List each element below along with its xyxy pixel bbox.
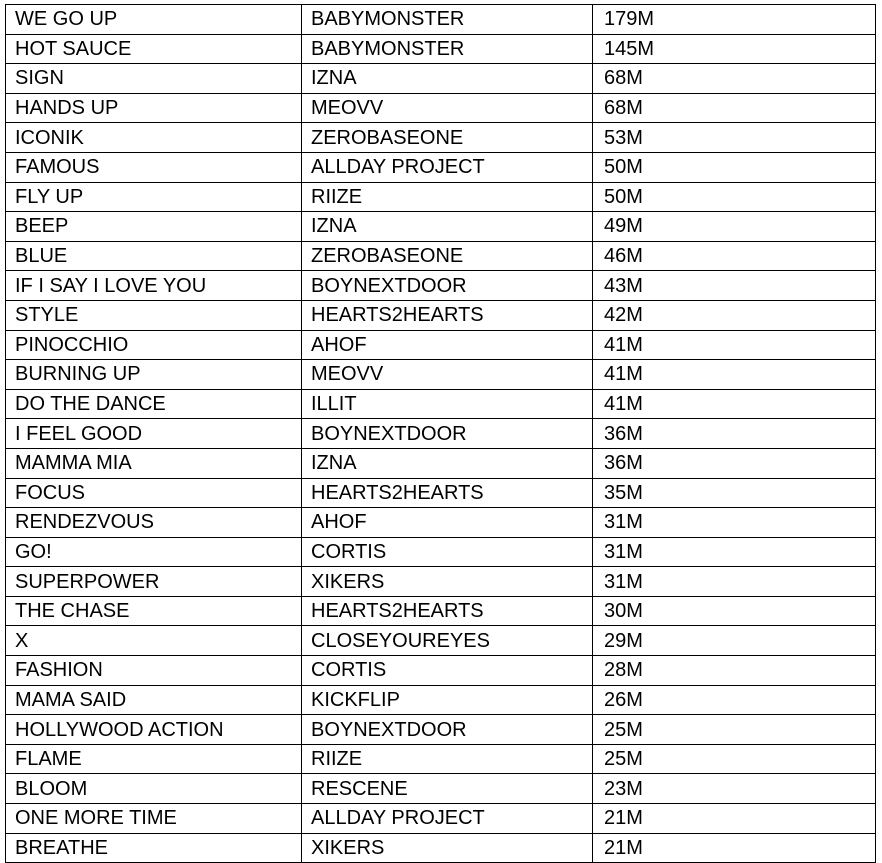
play-count-cell: 53M	[593, 123, 876, 153]
song-title-cell: IF I SAY I LOVE YOU	[6, 271, 302, 301]
play-count-cell: 68M	[593, 64, 876, 94]
table-row	[6, 271, 876, 301]
table-row	[6, 212, 876, 242]
table-row	[6, 34, 876, 64]
song-title-cell: THE CHASE	[6, 596, 302, 626]
play-count-cell: 21M	[593, 833, 876, 863]
play-count-cell: 50M	[593, 152, 876, 182]
play-count-cell: 29M	[593, 626, 876, 656]
table-row	[6, 330, 876, 360]
table-row	[6, 152, 876, 182]
artist-cell: BOYNEXTDOOR	[302, 419, 593, 449]
table-row	[6, 241, 876, 271]
table-row	[6, 123, 876, 153]
artist-cell: ALLDAY PROJECT	[302, 804, 593, 834]
song-title-cell: ONE MORE TIME	[6, 804, 302, 834]
song-title-cell: ICONIK	[6, 123, 302, 153]
artist-cell: BABYMONSTER	[302, 34, 593, 64]
table-row	[6, 448, 876, 478]
table-row	[6, 656, 876, 686]
song-table-container	[5, 4, 876, 863]
artist-cell: BOYNEXTDOOR	[302, 715, 593, 745]
song-title-cell: HANDS UP	[6, 93, 302, 123]
play-count-cell: 28M	[593, 656, 876, 686]
play-count-cell: 49M	[593, 212, 876, 242]
song-title-cell: WE GO UP	[6, 5, 302, 35]
play-count-cell: 31M	[593, 508, 876, 538]
song-title-cell: FLAME	[6, 744, 302, 774]
table-row	[6, 5, 876, 35]
play-count-cell: 43M	[593, 271, 876, 301]
artist-cell: BABYMONSTER	[302, 5, 593, 35]
artist-cell: HEARTS2HEARTS	[302, 478, 593, 508]
artist-cell: ILLIT	[302, 389, 593, 419]
song-table-body	[6, 5, 876, 863]
table-row	[6, 93, 876, 123]
artist-cell: BOYNEXTDOOR	[302, 271, 593, 301]
table-row	[6, 389, 876, 419]
song-title-cell: DO THE DANCE	[6, 389, 302, 419]
table-row	[6, 744, 876, 774]
artist-cell: CLOSEYOUREYES	[302, 626, 593, 656]
play-count-cell: 145M	[593, 34, 876, 64]
song-title-cell: HOLLYWOOD ACTION	[6, 715, 302, 745]
artist-cell: ZEROBASEONE	[302, 123, 593, 153]
song-title-cell: PINOCCHIO	[6, 330, 302, 360]
song-title-cell: BLOOM	[6, 774, 302, 804]
table-row	[6, 567, 876, 597]
artist-cell: RESCENE	[302, 774, 593, 804]
table-row	[6, 685, 876, 715]
artist-cell: IZNA	[302, 212, 593, 242]
song-title-cell: STYLE	[6, 300, 302, 330]
artist-cell: AHOF	[302, 330, 593, 360]
play-count-cell: 31M	[593, 567, 876, 597]
song-title-cell: MAMA SAID	[6, 685, 302, 715]
song-title-cell: I FEEL GOOD	[6, 419, 302, 449]
play-count-cell: 30M	[593, 596, 876, 626]
song-title-cell: SUPERPOWER	[6, 567, 302, 597]
table-row	[6, 833, 876, 863]
song-title-cell: BEEP	[6, 212, 302, 242]
artist-cell: HEARTS2HEARTS	[302, 300, 593, 330]
table-row	[6, 715, 876, 745]
play-count-cell: 21M	[593, 804, 876, 834]
artist-cell: RIIZE	[302, 744, 593, 774]
play-count-cell: 41M	[593, 360, 876, 390]
play-count-cell: 50M	[593, 182, 876, 212]
table-row	[6, 537, 876, 567]
table-row	[6, 626, 876, 656]
song-title-cell: HOT SAUCE	[6, 34, 302, 64]
table-row	[6, 300, 876, 330]
artist-cell: HEARTS2HEARTS	[302, 596, 593, 626]
table-row	[6, 182, 876, 212]
play-count-cell: 25M	[593, 715, 876, 745]
artist-cell: CORTIS	[302, 656, 593, 686]
table-row	[6, 508, 876, 538]
table-row	[6, 774, 876, 804]
artist-cell: ALLDAY PROJECT	[302, 152, 593, 182]
song-title-cell: MAMMA MIA	[6, 448, 302, 478]
play-count-cell: 36M	[593, 448, 876, 478]
artist-cell: ZEROBASEONE	[302, 241, 593, 271]
play-count-cell: 46M	[593, 241, 876, 271]
artist-cell: IZNA	[302, 448, 593, 478]
song-table	[5, 4, 876, 863]
artist-cell: MEOVV	[302, 360, 593, 390]
song-title-cell: BURNING UP	[6, 360, 302, 390]
play-count-cell: 35M	[593, 478, 876, 508]
artist-cell: XIKERS	[302, 567, 593, 597]
play-count-cell: 25M	[593, 744, 876, 774]
artist-cell: RIIZE	[302, 182, 593, 212]
play-count-cell: 26M	[593, 685, 876, 715]
artist-cell: IZNA	[302, 64, 593, 94]
play-count-cell: 42M	[593, 300, 876, 330]
table-row	[6, 360, 876, 390]
table-row	[6, 64, 876, 94]
table-row	[6, 804, 876, 834]
song-title-cell: FAMOUS	[6, 152, 302, 182]
table-row	[6, 596, 876, 626]
artist-cell: AHOF	[302, 508, 593, 538]
play-count-cell: 68M	[593, 93, 876, 123]
artist-cell: XIKERS	[302, 833, 593, 863]
song-title-cell: RENDEZVOUS	[6, 508, 302, 538]
artist-cell: CORTIS	[302, 537, 593, 567]
artist-cell: MEOVV	[302, 93, 593, 123]
song-title-cell: BREATHE	[6, 833, 302, 863]
table-row	[6, 478, 876, 508]
song-title-cell: BLUE	[6, 241, 302, 271]
table-row	[6, 419, 876, 449]
song-title-cell: FLY UP	[6, 182, 302, 212]
artist-cell: KICKFLIP	[302, 685, 593, 715]
song-title-cell: SIGN	[6, 64, 302, 94]
play-count-cell: 41M	[593, 330, 876, 360]
song-title-cell: FASHION	[6, 656, 302, 686]
song-title-cell: X	[6, 626, 302, 656]
play-count-cell: 23M	[593, 774, 876, 804]
song-title-cell: FOCUS	[6, 478, 302, 508]
play-count-cell: 36M	[593, 419, 876, 449]
play-count-cell: 31M	[593, 537, 876, 567]
song-title-cell: GO!	[6, 537, 302, 567]
play-count-cell: 41M	[593, 389, 876, 419]
play-count-cell: 179M	[593, 5, 876, 35]
